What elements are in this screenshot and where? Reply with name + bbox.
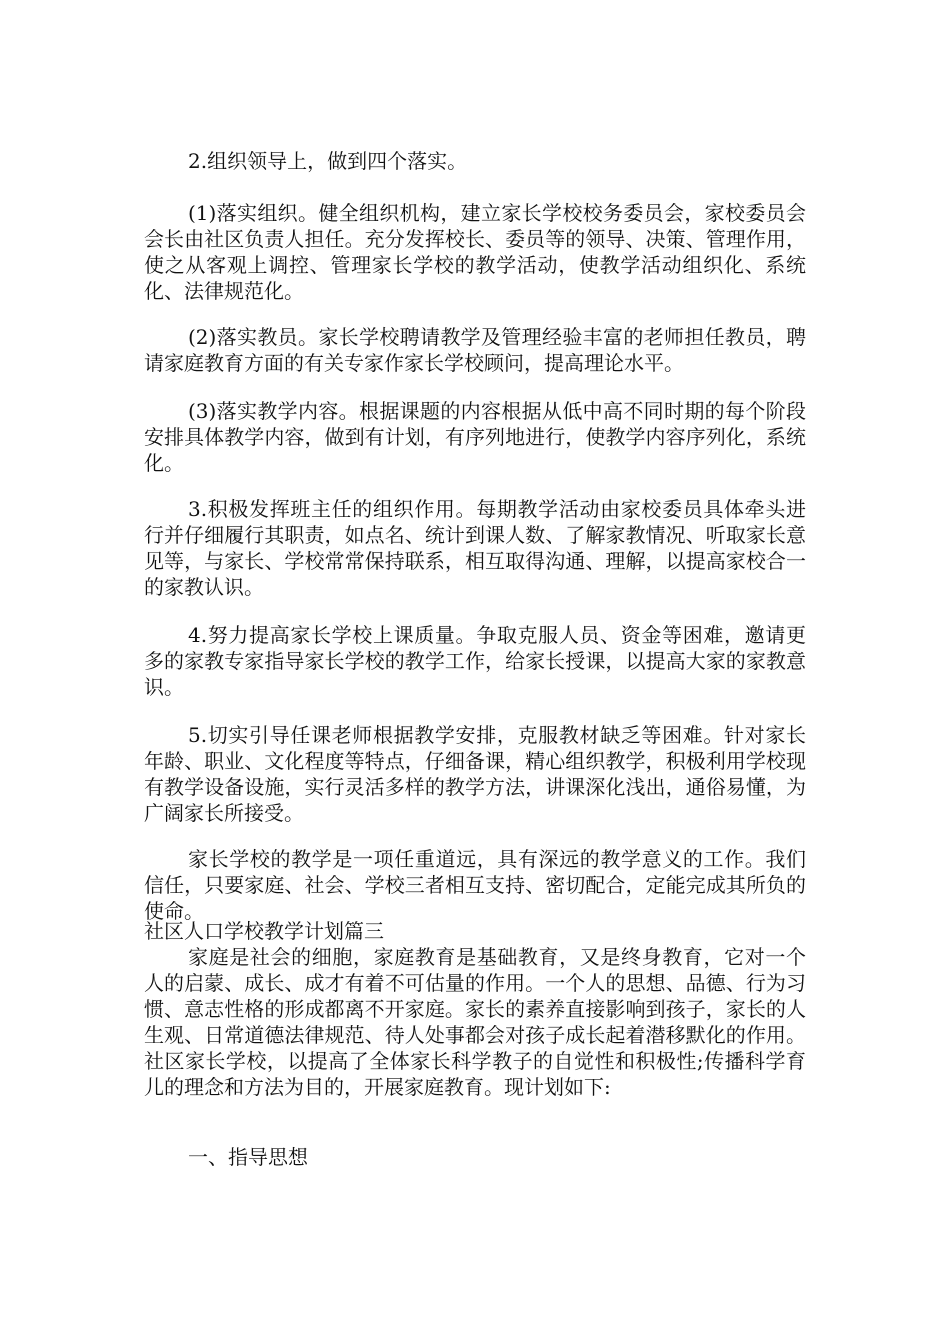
paragraph-class-teacher-role: 3.积极发挥班主任的组织作用。每期教学活动由家校委员具体牵头进行并仔细履行其职责，如点名、统计到课人数、了解家教情况、听取家长意见等，与家长、学校常常保持联系，相互取得沟通、理解，以提高家校合一的家教认识。	[144, 497, 806, 599]
paragraph-implement-teachers: (2)落实教员。家长学校聘请教学及管理经验丰富的老师担任教员，聘请家庭教育方面的有关专家作家长学校顾问，提高理论水平。	[144, 325, 806, 375]
paragraph-implement-organization: (1)落实组织。健全组织机构，建立家长学校校务委员会，家校委员会会长由社区负责人担任。充分发挥校长、委员等的领导、决策、管理作用，使之从客观上调控、管理家长学校的教学活动，使教学活动组织化、系统化、法律规范化。	[144, 201, 806, 303]
subheading-guiding-ideology: 一、指导思想	[188, 1145, 308, 1169]
paragraph-guide-teachers: 5.切实引导任课老师根据教学安排，克服教材缺乏等困难。针对家长年龄、职业、文化程度等特点，仔细备课，精心组织教学，积极利用学校现有教学设备设施，实行灵活多样的教学方法，讲课深化浅出，通俗易懂，为广阔家长所接受。	[144, 723, 806, 825]
paragraph-section-intro: 家庭是社会的细胞，家庭教育是基础教育，又是终身教育，它对一个人的启蒙、成长、成才有着不可估量的作用。一个人的思想、品德、行为习惯、意志性格的形成都离不开家庭。家长的素养直接影响到孩子，家长的人生观、日常道德法律规范、待人处事都会对孩子成长起着潜移默化的作用。社区家长学校，以提高了全体家长科学教子的自觉性和积极性;传播科学育儿的理念和方法为目的，开展家庭教育。现计划如下:	[144, 945, 806, 1099]
paragraph-conclusion: 家长学校的教学是一项任重道远，具有深远的教学意义的工作。我们信任，只要家庭、社会、学校三者相互支持、密切配合，定能完成其所负的使命。	[144, 847, 806, 923]
paragraph-implement-content: (3)落实教学内容。根据课题的内容根据从低中高不同时期的每个阶段安排具体教学内容，做到有计划，有序列地进行，使教学内容序列化，系统化。	[144, 399, 806, 475]
paragraph-improve-quality: 4.努力提高家长学校上课质量。争取克服人员、资金等困难，邀请更多的家教专家指导家长学校的教学工作，给家长授课，以提高大家的家教意识。	[144, 623, 806, 699]
section-title: 社区人口学校教学计划篇三	[144, 919, 384, 943]
paragraph-organization-heading: 2.组织领导上，做到四个落实。	[188, 149, 468, 173]
